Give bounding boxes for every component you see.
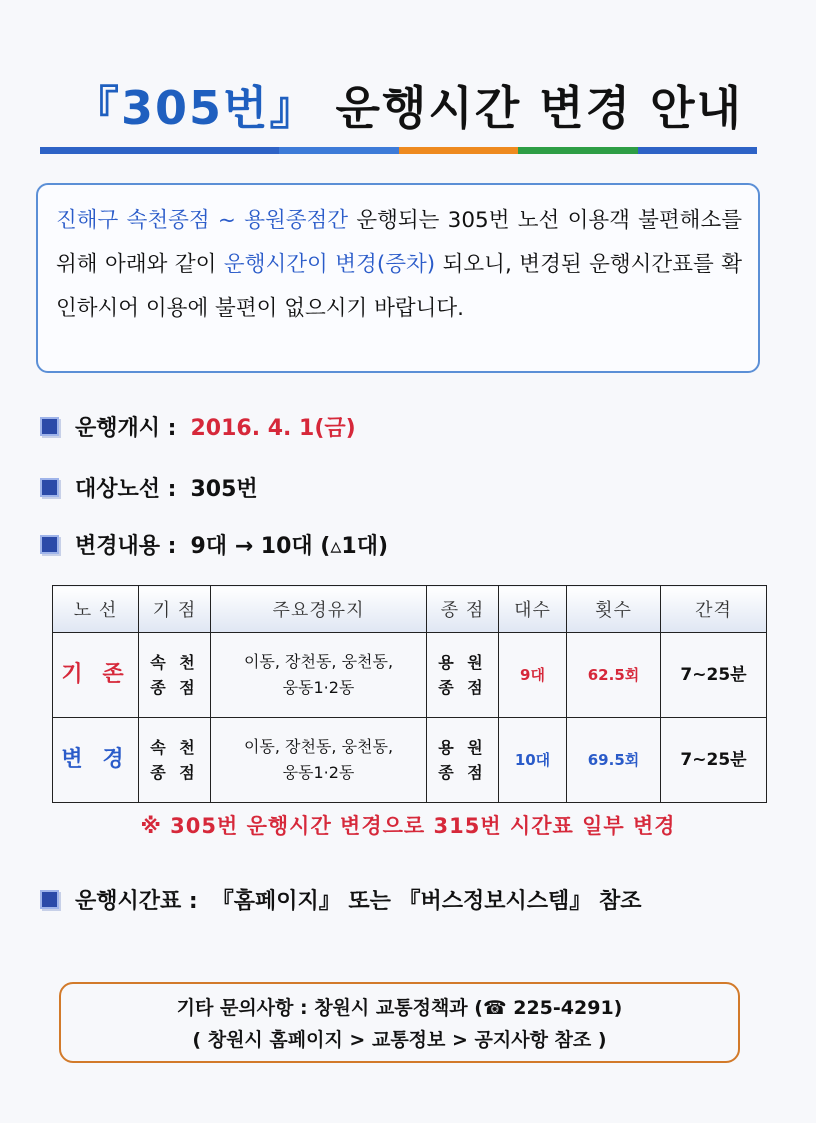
square-bullet-icon (40, 417, 59, 436)
row-via-stops (211, 633, 427, 718)
timetable-value: 『홈페이지』 또는 『버스정보시스템』 참조 (211, 888, 642, 914)
table-row (53, 633, 767, 718)
row-via-stops (211, 718, 427, 803)
via-line2: 웅동1·2동 (282, 763, 355, 782)
info-route-row (40, 472, 258, 502)
row-route-label: 변 경 (53, 718, 139, 803)
title-bar-segment (399, 147, 519, 154)
row-trip-count: 69.5회 (567, 718, 661, 803)
info-route-value: 305번 (190, 476, 258, 502)
title-bar-segment (160, 147, 280, 154)
end-line1: 용 원 (438, 653, 487, 672)
title-text: 운행시간 변경 안내 (335, 81, 743, 135)
header-end: 종 점 (427, 586, 499, 633)
title-bar-segment (279, 147, 399, 154)
start-line1: 속 천 (150, 653, 199, 672)
square-bullet-icon (40, 890, 59, 909)
schedule-table-wrapper (52, 585, 766, 803)
table-row (53, 718, 767, 803)
info-change-value: 9대 → 10대 (▵1대) (190, 533, 389, 559)
row-bus-count: 9대 (499, 633, 567, 718)
schedule-table (52, 585, 767, 803)
end-line1: 용 원 (438, 738, 487, 757)
info-start-label: 운행개시 : (75, 415, 177, 441)
intro-text-2: 되오니, 변경된 운행시간표를 확인하시어 이용에 불편이 없으시기 바랍니다. (56, 252, 743, 321)
intro-route-highlight: 진해구 속천종점 ~ 용원종점간 (56, 208, 349, 233)
header-route: 노 선 (53, 586, 139, 633)
square-bullet-icon (40, 535, 59, 554)
row-trip-count: 62.5회 (567, 633, 661, 718)
row-route-label: 기 존 (53, 633, 139, 718)
row-bus-count: 10대 (499, 718, 567, 803)
contact-box (59, 982, 740, 1063)
title-underline-bar (40, 147, 757, 154)
page-title (0, 78, 816, 138)
header-start: 기 점 (139, 586, 211, 633)
start-line2: 종 점 (150, 678, 199, 697)
intro-text-1: 운행되는 305번 노선 이용객 불편해소를 위해 아래와 같이 (56, 208, 742, 277)
header-trips: 횟수 (567, 586, 661, 633)
header-interval: 간격 (661, 586, 767, 633)
contact-line2: ( 창원시 홈페이지 > 교통정보 > 공지사항 참조 ) (192, 1029, 607, 1051)
via-line1: 이동, 장천동, 웅천동, (243, 652, 394, 671)
row-end-stop (427, 633, 499, 718)
title-bar-segment (638, 147, 758, 154)
row-start-stop (139, 718, 211, 803)
header-count: 대수 (499, 586, 567, 633)
header-via: 주요경유지 (211, 586, 427, 633)
via-line2: 웅동1·2동 (282, 678, 355, 697)
info-start-row (40, 411, 356, 441)
start-line1: 속 천 (150, 738, 199, 757)
row-end-stop (427, 718, 499, 803)
timetable-row (40, 884, 641, 914)
title-bar-segment (40, 147, 160, 154)
intro-notice-box (36, 183, 760, 373)
contact-line1: 기타 문의사항 : 창원시 교통정책과 (☎ 225-4291) (176, 997, 623, 1019)
title-route-number: 『305번』 (72, 81, 318, 135)
info-change-row (40, 529, 388, 559)
end-line2: 종 점 (438, 763, 487, 782)
intro-change-highlight: 운행시간이 변경(증차) (223, 252, 436, 277)
row-interval: 7~25분 (661, 718, 767, 803)
row-start-stop (139, 633, 211, 718)
square-bullet-icon (40, 478, 59, 497)
info-change-label: 변경내용 : (75, 533, 177, 559)
info-start-value: 2016. 4. 1(금) (190, 415, 356, 441)
via-line1: 이동, 장천동, 웅천동, (243, 737, 394, 756)
timetable-label: 운행시간표 : (75, 888, 198, 914)
title-bar-segment (518, 147, 638, 154)
timetable-change-note: ※ 305번 운행시간 변경으로 315번 시간표 일부 변경 (140, 814, 676, 838)
table-header-row (53, 586, 767, 633)
start-line2: 종 점 (150, 763, 199, 782)
row-interval: 7~25분 (661, 633, 767, 718)
end-line2: 종 점 (438, 678, 487, 697)
info-route-label: 대상노선 : (75, 476, 177, 502)
